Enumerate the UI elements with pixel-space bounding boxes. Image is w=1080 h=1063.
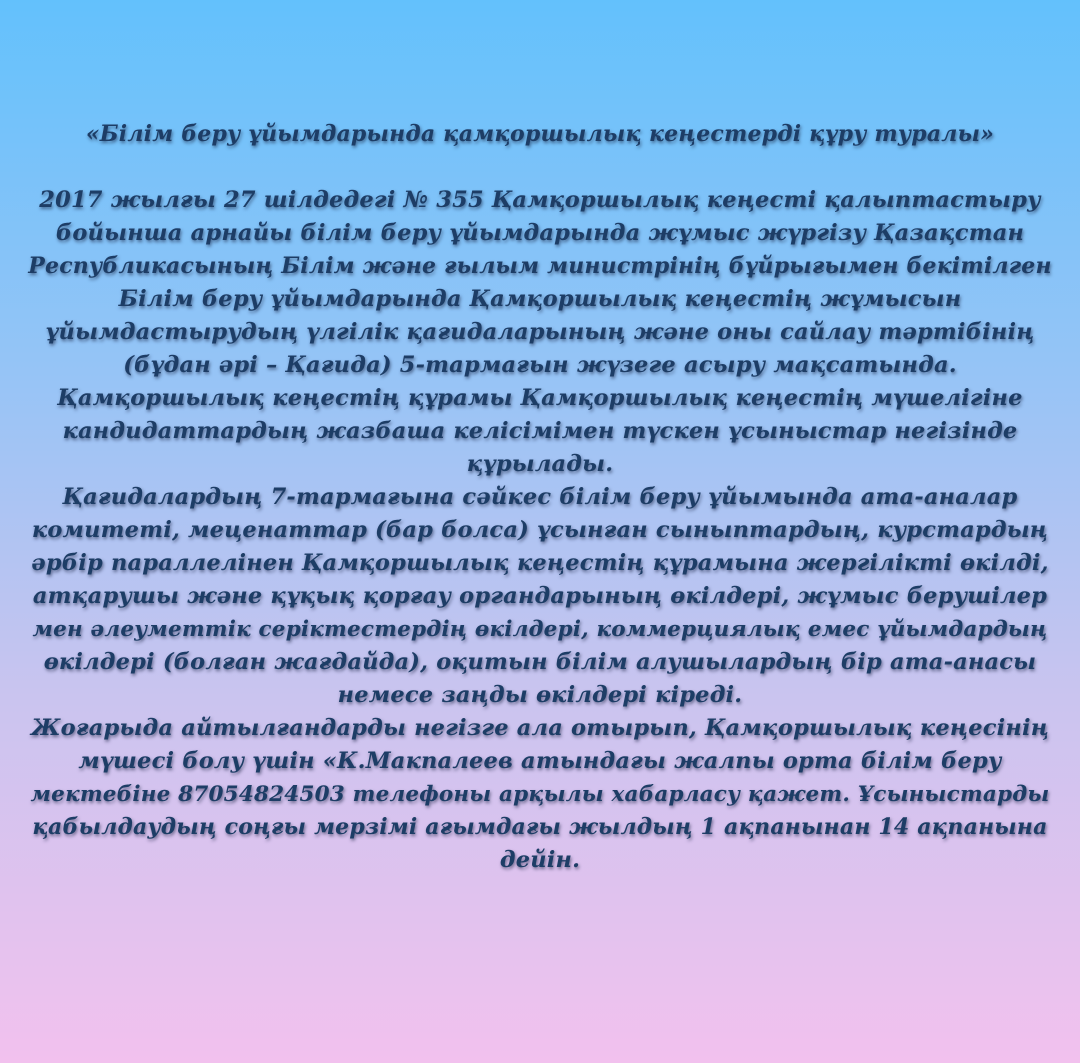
- text-line: қабылдаудың соңғы мерзімі ағымдағы жылдың 1 ақпанынан 14 ақпанына: [32, 814, 1048, 840]
- text-line: мүшесі болу үшін «К.Макпалеев атындағы жалпы орта білім беру: [78, 748, 1002, 774]
- text-line: 2017 жылғы 27 шілдедегі № 355 Қамқоршылық кеңесті қалыптастыру: [39, 187, 1041, 213]
- text-line: мен әлеуметтік серіктестердің өкілдері, коммерциялық емес ұйымдардың: [32, 617, 1048, 642]
- text-line: ұйымдастырудың үлгілік қағидаларының және оны сайлау тәртібінің: [45, 319, 1035, 345]
- text-line: құрылады.: [466, 451, 614, 477]
- text-line: комитеті, меценаттар (бар болса) ұсынған сыныптардың, курстардың: [31, 517, 1049, 543]
- text-line: Республикасының Білім және ғылым министрінің бұйрығымен бекітілген: [28, 253, 1052, 279]
- text-line: атқарушы және құқық қорғау органдарының өкілдері, жұмыс берушілер: [32, 583, 1048, 609]
- text-line: әрбір параллелінен Қамқоршылық кеңестің құрамына жергілікті өкілді,: [31, 550, 1049, 576]
- text-line: Жоғарыда айтылғандарды негізге ала отырып, Қамқоршылық кеңесінің: [30, 715, 1050, 741]
- text-line: өкілдері (болған жағдайда), оқитын білім алушылардың бір ата-анасы: [43, 649, 1037, 675]
- announcement-text: [28, 118, 1052, 877]
- paragraph-contact-info: [28, 712, 1052, 877]
- text-line: бойынша арнайы білім беру ұйымдарында жұмыс жүргізу Қазақстан: [55, 220, 1025, 246]
- text-line: Қағидалардың 7-тармағына сәйкес білім беру ұйымында ата-аналар: [62, 484, 1018, 510]
- text-line: мектебіне 87054824503 телефоны арқылы хабарласу қажет. Ұсыныстарды: [30, 782, 1050, 807]
- paragraph-order-reference: [28, 184, 1052, 382]
- text-line: (бұдан әрі – Қағида) 5-тармағын жүзеге асыру мақсатында.: [123, 352, 957, 378]
- paragraph-council-members: [28, 481, 1052, 712]
- text-line: Білім беру ұйымдарында Қамқоршылық кеңестің жұмысын: [118, 286, 962, 312]
- text-line: дейін.: [499, 847, 581, 873]
- text-line: Қамқоршылық кеңестің құрамы Қамқоршылық кеңестің мүшелігіне: [57, 385, 1023, 411]
- text-line: кандидаттардың жазбаша келісімімен түскен ұсыныстар негізінде: [62, 418, 1018, 444]
- paragraph-council-composition: [28, 382, 1052, 481]
- text-line: немесе заңды өкілдері кіреді.: [337, 682, 743, 708]
- announcement-title: «Білім беру ұйымдарында қамқоршылық кеңестерді құру туралы»: [85, 121, 995, 147]
